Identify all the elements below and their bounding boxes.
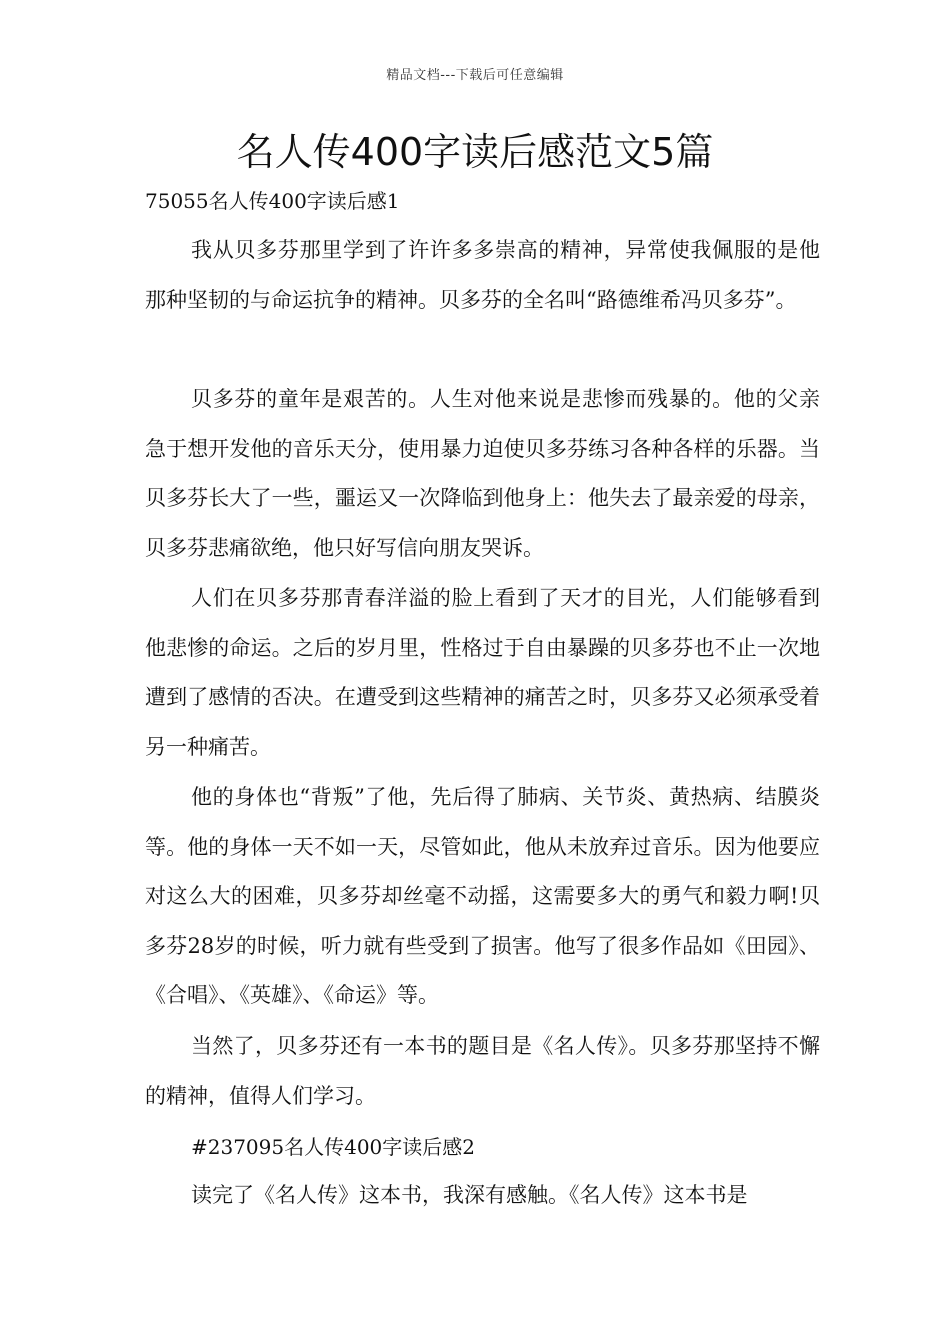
- document-title: 名人传400字读后感范文5篇: [236, 130, 714, 174]
- paragraph-3: 人们在贝多芬那青春洋溢的脸上看到了天才的目光，人们能够看到他悲惨的命运。之后的岁月里，性格过于自由暴躁的贝多芬也不止一次地遭到了感情的否决。在遭受到这些精神的痛苦之时，贝多芬又必须承受着另一种痛苦。: [145, 586, 820, 759]
- section-heading-2: #237095名人传400字读后感2: [191, 1135, 476, 1159]
- paragraph-6: 读完了《名人传》这本书，我深有感触。《名人传》这本书是: [191, 1183, 748, 1207]
- paragraph-5: 当然了，贝多芬还有一本书的题目是《名人传》。贝多芬那坚持不懈的精神，值得人们学习。: [145, 1034, 820, 1108]
- header-note: 精品文档---下载后可任意编辑: [386, 68, 564, 83]
- paragraph-4: 他的身体也“背叛”了他，先后得了肺病、关节炎、黄热病、结膜炎等。他的身体一天不如一天，尽管如此，他从未放弃过音乐。因为他要应对这么大的困难，贝多芬却丝毫不动摇，这需要多大的勇气和毅力啊!贝多芬28岁的时候，听力就有些受到了损害。他写了很多作品如《田园》、《合唱》、《英雄》、《命运》等。: [145, 785, 820, 1007]
- paragraph-2: 贝多芬的童年是艰苦的。人生对他来说是悲惨而残暴的。他的父亲急于想开发他的音乐天分，使用暴力迫使贝多芬练习各种各样的乐器。当贝多芬长大了一些，噩运又一次降临到他身上：他失去了最亲爱的母亲，贝多芬悲痛欲绝，他只好写信向朋友哭诉。: [145, 387, 820, 560]
- section-heading-1: 75055名人传400字读后感1: [145, 189, 400, 213]
- paragraph-1: 我从贝多芬那里学到了许许多多崇高的精神，异常使我佩服的是他那种坚韧的与命运抗争的精神。贝多芬的全名叫“路德维希冯贝多芬”。: [145, 238, 820, 312]
